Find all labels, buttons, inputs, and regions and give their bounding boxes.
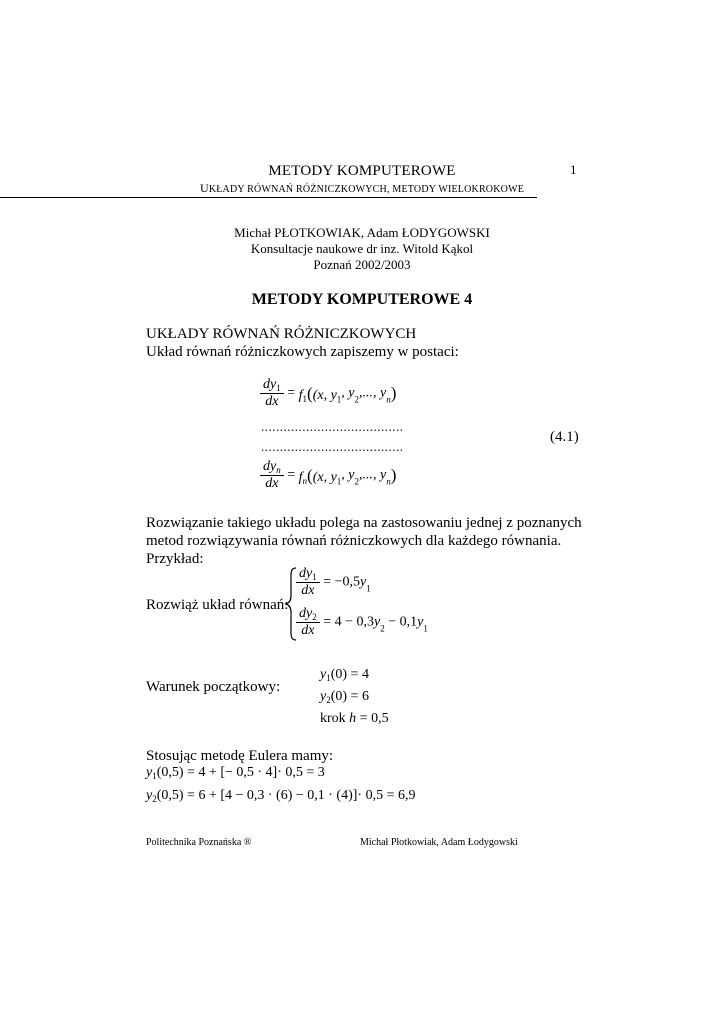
euler-intro: Stosując metodę Eulera mamy: [146, 748, 334, 764]
page-number: 1 [570, 162, 577, 177]
document-title: METODY KOMPUTEROWE 4 [251, 291, 473, 308]
authors-line: Michał PŁOTKOWIAK, Adam ŁODYGOWSKI [234, 225, 490, 240]
fraction-dyn-dx: $\frac{dy_n}{dx}$ [260, 459, 284, 492]
subtitle-rest: KŁADY RÓWNAŃ RÓŻNICZKOWYCH, METODY WIELOKROKOWE [208, 184, 525, 195]
initial-condition-y1: $y_1(0) = 4$ [320, 667, 369, 683]
running-header-subtitle [0, 181, 724, 196]
running-header-title: METODY KOMPUTEROWE [268, 163, 456, 179]
system-eq-dots-2: ...................................... [261, 439, 404, 454]
fraction-dy1-dx-example: $\frac{dy_1}{dx}$ [296, 566, 320, 599]
fraction-dy1-dx: $\frac{dy_1}{dx}$ [260, 377, 284, 410]
step-size: krok h = 0,5 [320, 711, 389, 726]
system-eq-row-1: $\frac{dy_1}{dx}$ = $f_1((x$, $y_1$, $y_2$,..., $y_n$) [260, 377, 396, 410]
paragraph-line-1: Rozwiązanie takiego układu polega na zastosowaniu jednej z poznanych [146, 515, 582, 531]
example-prompt: Rozwiąż układ równań: [146, 597, 289, 613]
example-eq-1: $\frac{dy_1}{dx}$ = $-0,5y_1$ [296, 566, 371, 599]
place-year-line: Poznań 2002/2003 [313, 257, 411, 272]
euler-step-y1: $y_1(0,5) = 4$ + [− 0,5 · 4]· 0,5 = 3 [146, 765, 325, 781]
fraction-dy2-dx-example: $\frac{dy_2}{dx}$ [296, 606, 320, 639]
system-eq-dots-1: ...................................... [261, 419, 404, 434]
euler-step-y2: $y_2(0,5) = 6 + [4 - 0,3 \cdot (6) - 0,1 \cdot (4)]\cdot 0,5 = 6,9$ [146, 788, 416, 804]
consultation-line: Konsultacje naukowe dr inz. Witold Kąkol [250, 241, 474, 256]
section-heading: UKŁADY RÓWNAŃ RÓŻNICZKOWYCH [146, 326, 417, 342]
header-rule [0, 197, 537, 198]
example-label: Przykład: [146, 551, 204, 567]
subtitle-initial: U [199, 181, 209, 195]
author-block [0, 225, 724, 273]
footer-authors: Michał Płotkowiak, Adam Łodygowski [360, 837, 518, 848]
equation-number: (4.1) [550, 429, 579, 445]
system-eq-row-n: $\frac{dy_n}{dx}$ = $f_n((x$, $y_1$, $y_2$,..., $y_n$) [260, 459, 396, 492]
initial-condition-y2: $y_2(0) = 6$ [320, 689, 369, 705]
example-eq-2: $\frac{dy_2}{dx}$ = $4 - 0,3y_2 - 0,1y_1$ [296, 606, 428, 639]
paragraph-line-2: metod rozwiązywania równań różniczkowych dla każdego równania. [146, 533, 562, 549]
initial-condition-label: Warunek początkowy: [146, 679, 281, 695]
section-intro: Układ równań różniczkowych zapiszemy w postaci: [146, 344, 459, 360]
footer-institution: Politechnika Poznańska ® [146, 837, 252, 848]
